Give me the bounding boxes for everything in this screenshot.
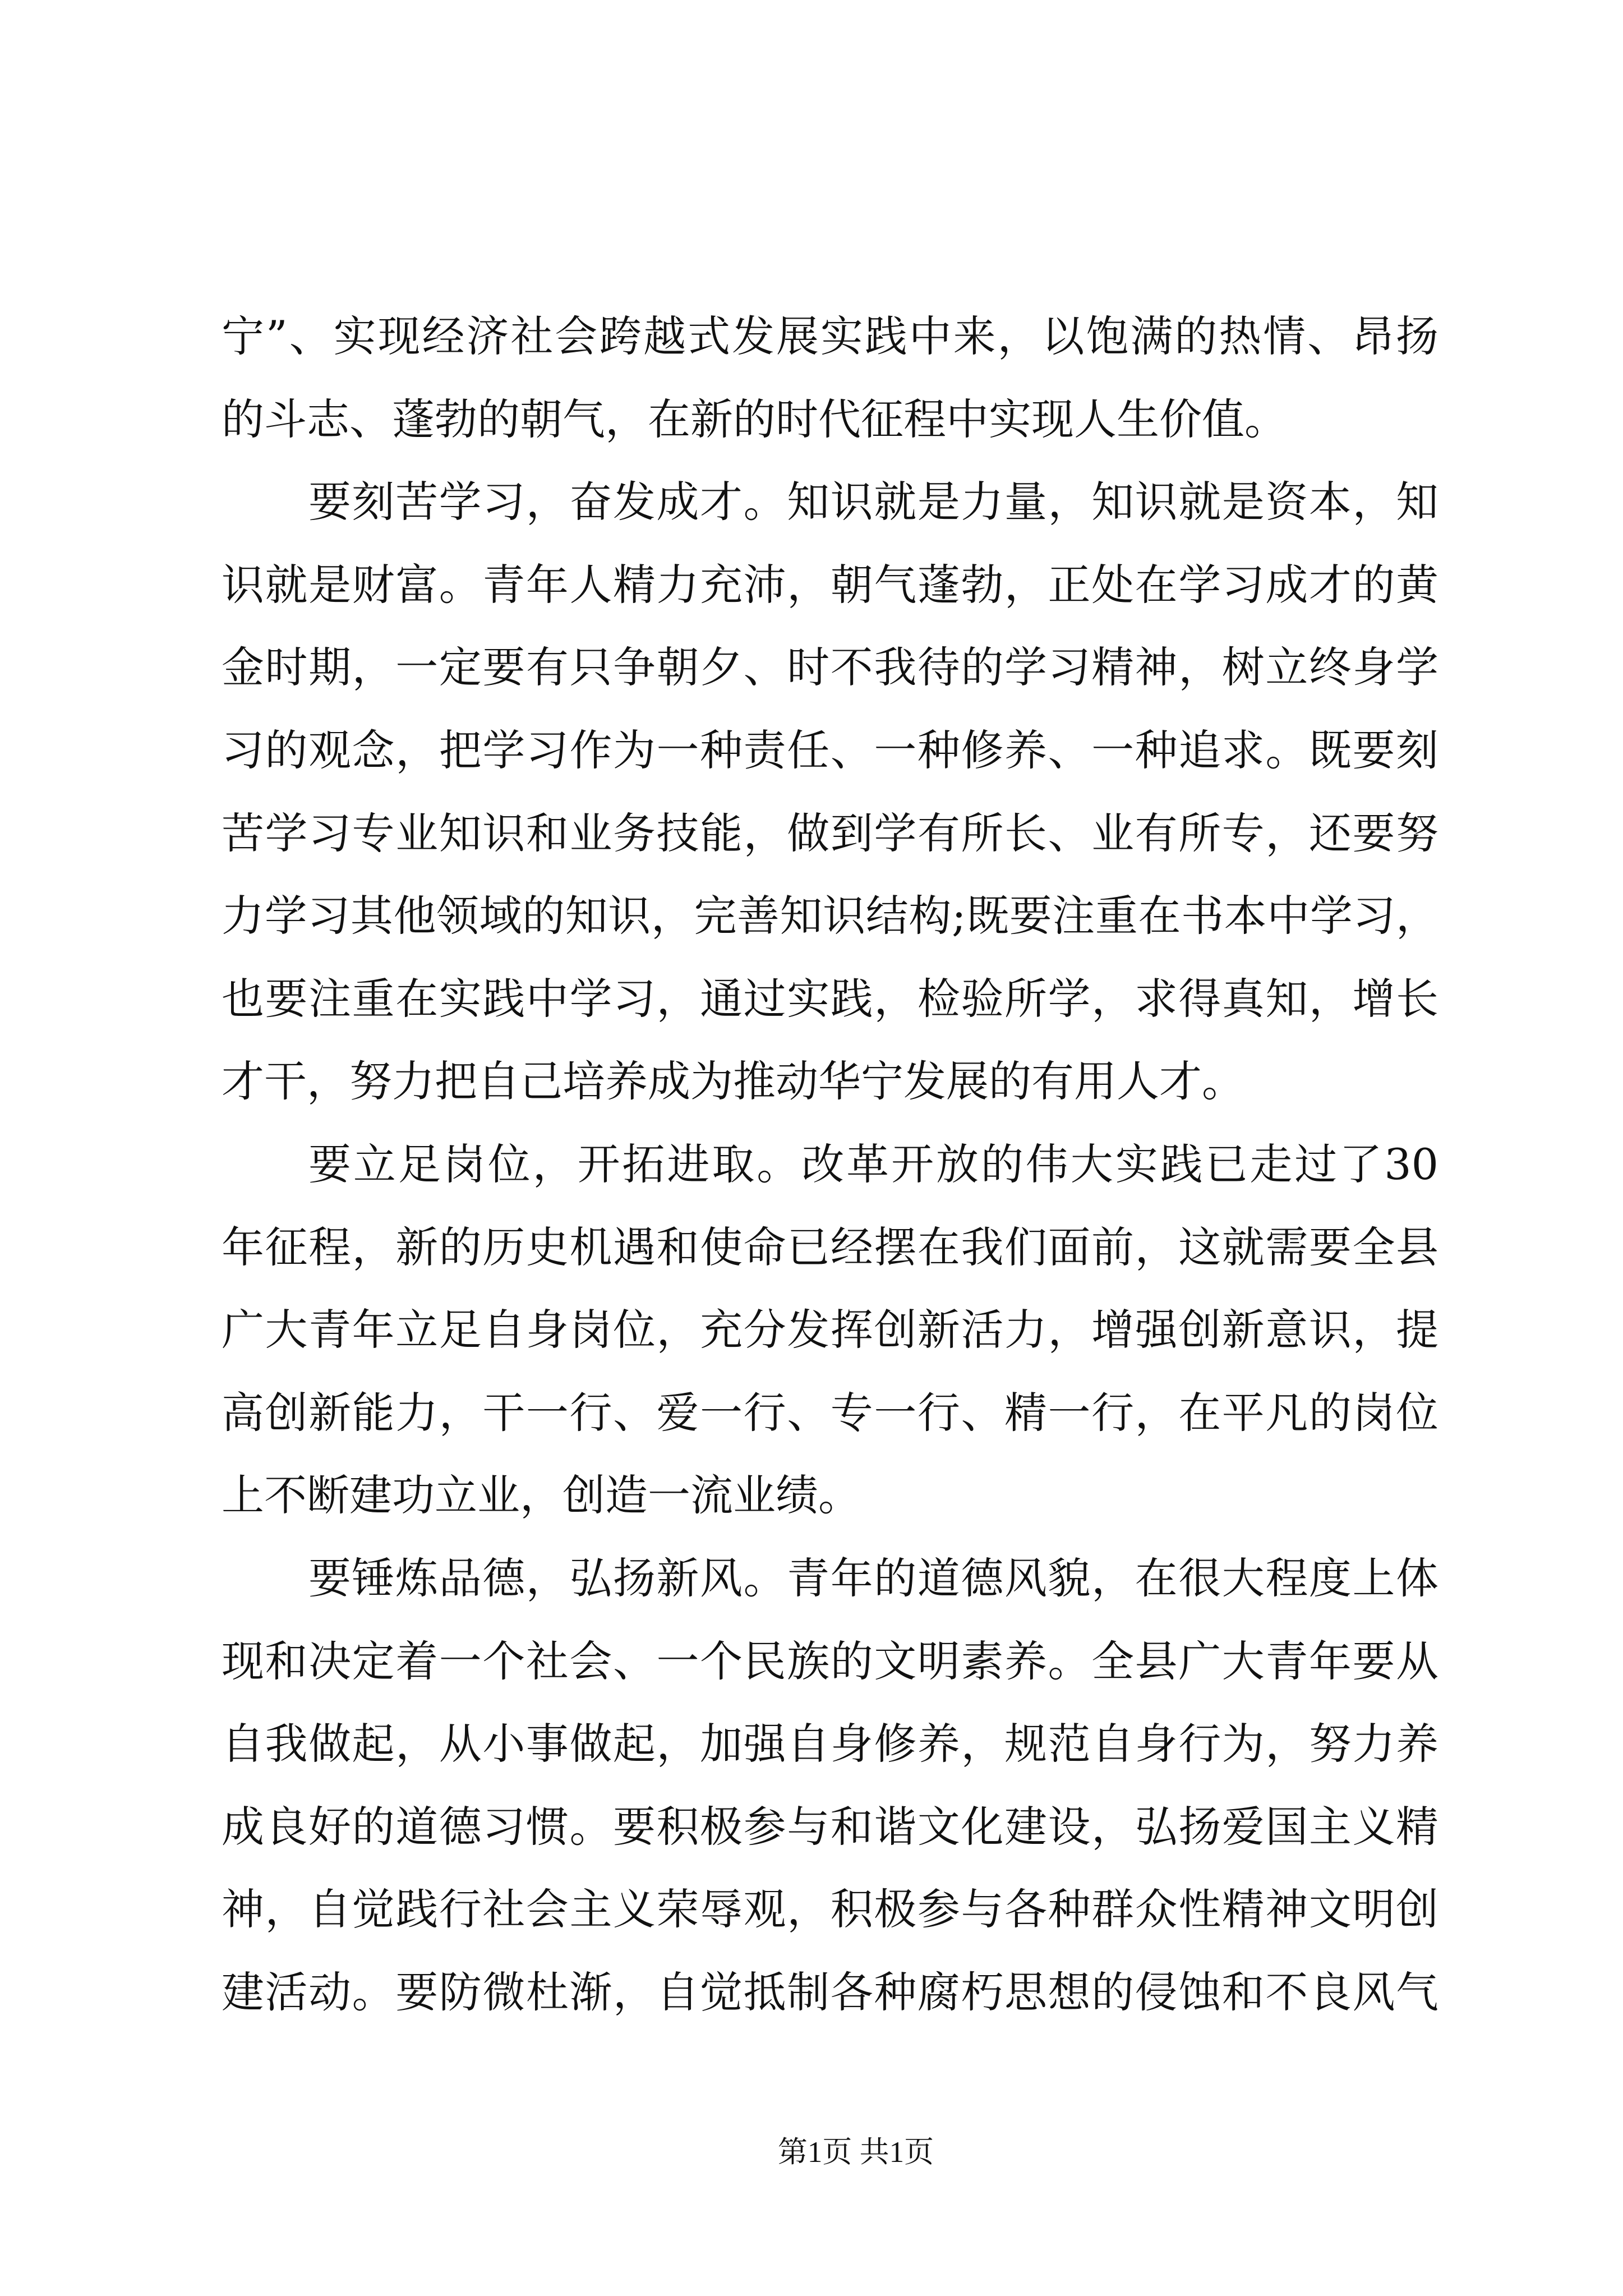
text-line: 现和决定着一个社会、一个民族的文明素养。全县广大青年要从 xyxy=(222,1636,1438,1686)
paragraph xyxy=(222,1123,1438,1537)
text-line: 也要注重在实践中学习，通过实践，检验所学，求得真知，增长 xyxy=(222,973,1438,1024)
text-line: 识就是财富。青年人精力充沛，朝气蓬勃，正处在学习成才的黄 xyxy=(222,559,1438,610)
text-line: 广大青年立足自身岗位，充分发挥创新活力，增强创新意识，提 xyxy=(222,1305,1438,1355)
paragraph xyxy=(222,461,1438,1123)
text-line: 年征程，新的历史机遇和使命已经摆在我们面前，这就需要全县 xyxy=(222,1222,1438,1272)
text-line: 才干，努力把自己培养成为推动华宁发展的有用人才。 xyxy=(222,1056,1244,1107)
text-line: 高创新能力，干一行、爱一行、专一行、精一行，在平凡的岗位 xyxy=(222,1387,1438,1438)
text-line: 金时期，一定要有只争朝夕、时不我待的学习精神，树立终身学 xyxy=(222,642,1438,693)
text-line: 自我做起，从小事做起，加强自身修养，规范自身行为，努力养 xyxy=(222,1719,1438,1769)
page-footer: 第1页 共1页 xyxy=(777,2136,934,2169)
text-line: 神，自觉践行社会主义荣辱观，积极参与各种群众性精神文明创 xyxy=(222,1884,1438,1935)
text-line: 宁”、实现经济社会跨越式发展实践中来，以饱满的热情、昂扬 xyxy=(222,311,1438,361)
text-line: 习的观念，把学习作为一种责任、一种修养、一种追求。既要刻 xyxy=(222,725,1438,775)
text-line: 要刻苦学习，奋发成才。知识就是力量，知识就是资本，知 xyxy=(308,477,1438,527)
text-line: 要立足岗位，开拓进取。改革开放的伟大实践已走过了30 xyxy=(308,1139,1438,1189)
text-line: 建活动。要防微杜渐，自觉抵制各种腐朽思想的侵蚀和不良风气 xyxy=(222,1967,1438,2017)
text-line: 的斗志、蓬勃的朝气，在新的时代征程中实现人生价值。 xyxy=(222,394,1287,444)
paragraph xyxy=(222,295,1438,461)
paragraph xyxy=(222,1537,1438,2034)
text-line: 成良好的道德习惯。要积极参与和谐文化建设，弘扬爱国主义精 xyxy=(222,1801,1438,1852)
text-line: 上不断建功立业，创造一流业绩。 xyxy=(222,1470,861,1521)
body-text xyxy=(222,295,1438,2033)
text-line: 苦学习专业知识和业务技能，做到学有所长、业有所专，还要努 xyxy=(222,808,1438,858)
text-line: 力学习其他领域的知识，完善知识结构;既要注重在书本中学习， xyxy=(222,891,1438,941)
text-line: 要锤炼品德，弘扬新风。青年的道德风貌，在很大程度上体 xyxy=(308,1553,1438,1603)
